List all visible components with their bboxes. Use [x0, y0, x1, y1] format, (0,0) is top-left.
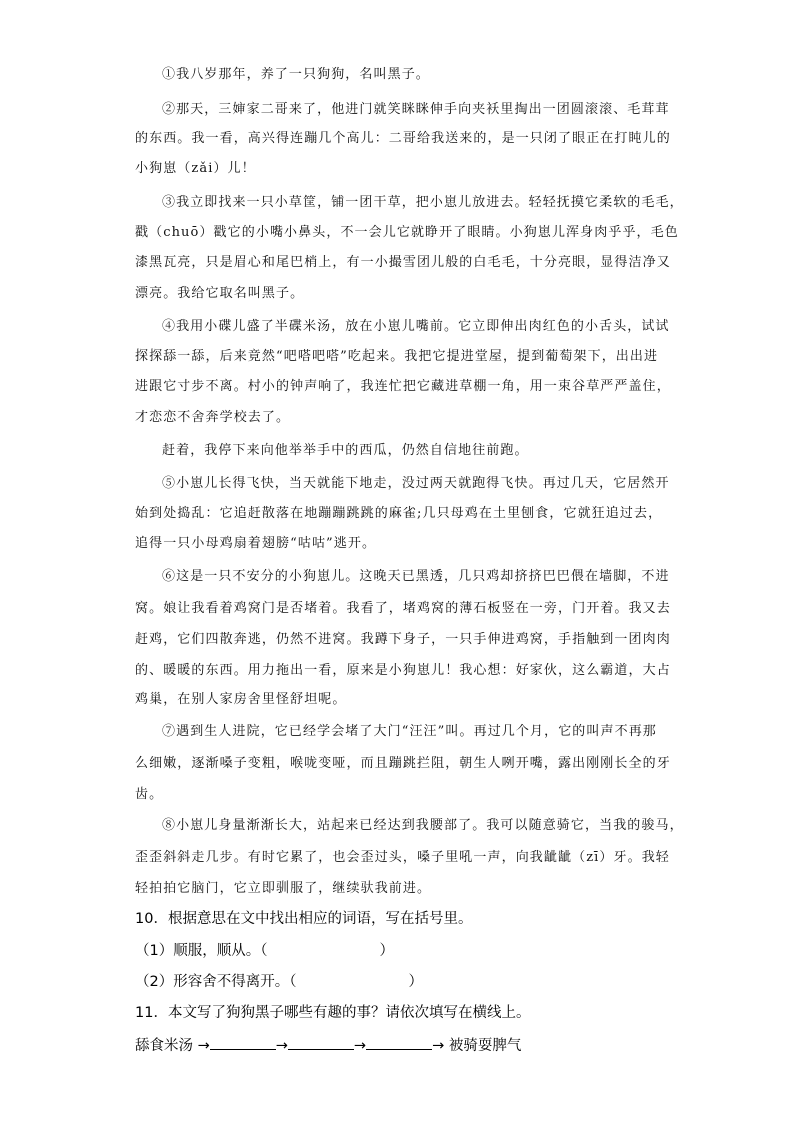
- question-10-stem: 10．根据意思在文中找出相应的词语，写在括号里。: [135, 911, 473, 927]
- passage-line: 漆黑瓦亮，只是眉心和尾巴梢上，有一小撮雪团儿般的白毛毛，十分亮眼，显得洁净又: [135, 255, 671, 270]
- answer-line-2[interactable]: [288, 1035, 354, 1050]
- arrow-icon: →: [432, 1038, 445, 1054]
- passage-line: 赶鸡，它们四散奔逃，仍然不进窝。我蹲下身子，一只手伸进鸡窝，手指触到一团肉肉: [135, 632, 671, 647]
- passage-line: ③我立即找来一只小草筐，铺一团干草，把小崽儿放进去。轻轻抚摸它柔软的毛毛，: [162, 195, 684, 210]
- passage-line: 轻拍拍它脑门，它立即驯服了，继续驮我前进。: [135, 881, 432, 896]
- passage-line: 小狗崽（zǎi）儿！: [135, 161, 256, 176]
- passage-line: 探探舔一舔，后来竟然“吧嗒吧嗒”吃起来。我把它提进堂屋，提到葡萄架下，出出进: [135, 349, 659, 364]
- answer-blank-1[interactable]: [267, 941, 379, 961]
- passage-line: 的东西。我一看，高兴得连蹦几个高儿：二哥给我送来的，是一只闭了眼正在打盹儿的: [135, 131, 671, 146]
- passage-line: 歪歪斜斜走几步。有时它累了，也会歪过头，嗓子里吼一声，向我龇龇（zī）牙。我轻: [135, 850, 670, 865]
- arrow-icon: →: [197, 1038, 210, 1054]
- arrow-icon: →: [275, 1038, 288, 1054]
- passage-line: ⑤小崽儿长得飞快，当天就能下地走，没过两天就跑得飞快。再过几天，它居然开: [162, 476, 670, 491]
- passage-line: 始到处捣乱：它追赶散落在地蹦蹦跳跳的麻雀;几只母鸡在土里刨食，它就狂追过去，: [135, 506, 663, 521]
- passage-line: 么细嫩，逐渐嗓子变粗，喉咙变哑，而且蹦跳拦阻，朝生人咧开嘴，露出刚刚长全的牙: [135, 756, 671, 771]
- passage-line: 鸡巢，在别人家房舍里怪舒坦呢。: [135, 692, 347, 707]
- passage-line: 进跟它寸步不离。村小的钟声响了，我连忙把它藏进草棚一角，用一束谷草严严盖住，: [135, 379, 671, 394]
- passage-line: ④我用小碟儿盛了半碟米汤，放在小崽儿嘴前。它立即伸出肉红色的小舌头，试试: [162, 319, 670, 334]
- question-10-item-2-label: （2）形容舍不得离开。（: [135, 974, 297, 990]
- chain-end: 被骑耍脾气: [448, 1038, 522, 1054]
- passage-line: ⑦遇到生人进院，它已经学会堵了大门“汪汪”叫。再过几个月，它的叫声不再那: [162, 724, 657, 739]
- answer-line-3[interactable]: [366, 1035, 432, 1050]
- arrow-icon: →: [353, 1038, 367, 1054]
- question-11-chain: [135, 1035, 521, 1056]
- passage-line: 齿。: [135, 787, 164, 802]
- passage-line: 窝。娘让我看着鸡窝门是否堵着。我看了，堵鸡窝的薄石板竖在一旁，门开着。我又去: [135, 601, 671, 616]
- question-10-item-1: [135, 941, 394, 961]
- question-10-item-2-close: ）: [408, 974, 423, 990]
- question-10-item-1-label: （1）顺服，顺从。（: [135, 943, 268, 959]
- passage-line: ⑧小崽儿身量渐渐长大，站起来已经达到我腰部了。我可以随意骑它，当我的骏马，: [162, 818, 684, 833]
- answer-blank-2[interactable]: [296, 972, 408, 992]
- answer-line-1[interactable]: [210, 1035, 276, 1050]
- passage-line: 漂亮。我给它取名叫黑子。: [135, 286, 305, 301]
- passage-line: ①我八岁那年，养了一只狗狗，名叫黑子。: [162, 67, 430, 82]
- passage-line: 追得一只小母鸡扇着翅膀“咕咕”逃开。: [135, 536, 377, 551]
- question-10-item-2: [135, 972, 423, 992]
- passage-line: ⑥这是一只不安分的小狗崽儿。这晚天已黑透，几只鸡却挤挤巴巴偎在墙脚，不进: [162, 569, 670, 584]
- passage-line: 的、暖暖的东西。用力拖出一看，原来是小狗崽儿！我心想：好家伙，这么霸道，大占: [135, 663, 671, 678]
- chain-start: 舔食米汤: [135, 1038, 193, 1054]
- passage-line: 赶着，我停下来向他举举手中的西瓜，仍然自信地往前跑。: [162, 443, 529, 458]
- passage-line: 才恋恋不舍奔学校去了。: [135, 410, 291, 425]
- question-11-stem: 11．本文写了狗狗黑子哪些有趣的事？请依次填写在横线上。: [135, 1005, 531, 1021]
- passage-line: ②那天，三婶家二哥来了，他进门就笑眯眯伸手向夹袄里掏出一团圆滚滚、毛茸茸: [162, 102, 670, 117]
- question-10-item-1-close: ）: [379, 943, 394, 959]
- passage-line: 戳（chuō）戳它的小嘴小鼻头，不一会儿它就睁开了眼睛。小狗崽儿浑身肉乎乎，毛色: [135, 225, 679, 240]
